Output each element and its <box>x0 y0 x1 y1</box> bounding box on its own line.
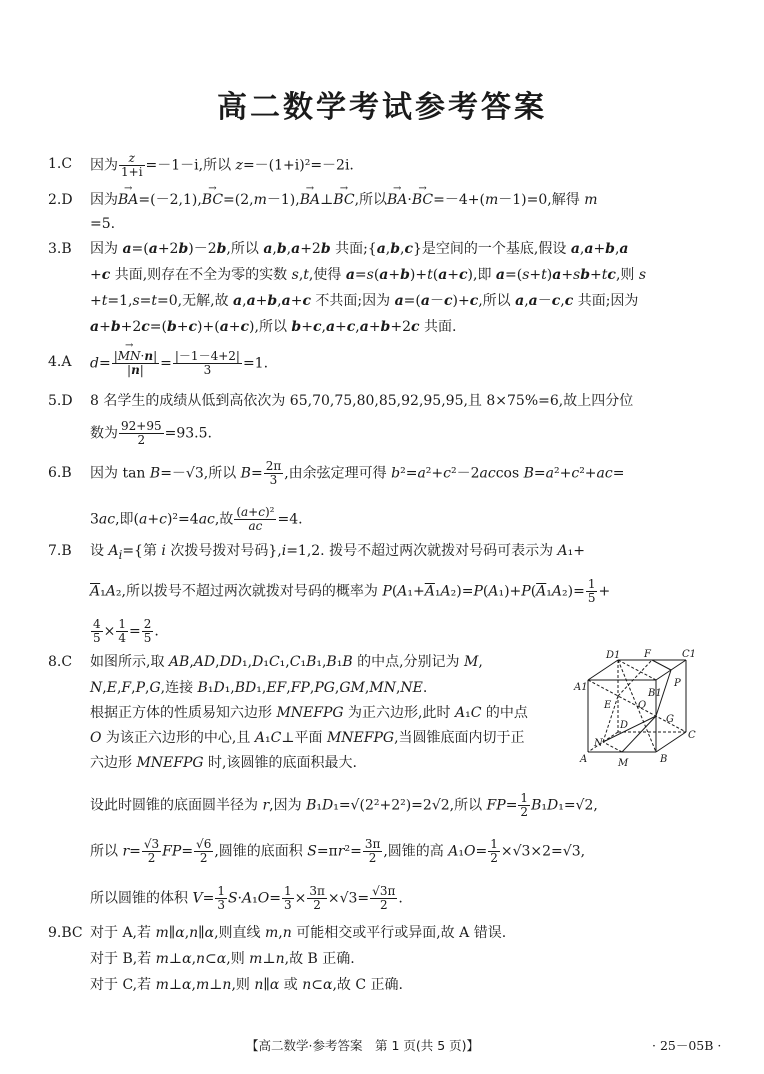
answer-8-line-1: 如图所示,取 AB,AD,DD₁,D₁C₁,C₁B₁,B₁B 的中点,分别记为 M, <box>90 654 483 670</box>
answer-7-line-3: $\frac{4}{5}$ × $\frac{1}{4}$ = $\frac{2}{5}$ . <box>93 617 159 645</box>
answer-8-line-4: O 为该正六边形的中心,且 A₁C⊥平面 MNEFPG,当圆锥底面内切于正 <box>90 730 525 746</box>
answer-1-number: 1.C <box>48 156 73 172</box>
label-D1: D1 <box>606 650 621 661</box>
answer-6-number: 6.B <box>48 465 72 481</box>
label-A: A <box>580 754 588 765</box>
answer-5-number: 5.D <box>48 393 73 409</box>
answer-3-number: 3.B <box>48 241 72 257</box>
answer-2-number: 2.D <box>48 192 73 208</box>
answer-5-line-1: 8 名学生的成绩从低到高依次为 65,70,75,80,85,92,95,95,且 8×75%=6,故上四分位 <box>90 393 634 409</box>
answer-1 <box>48 155 72 173</box>
label-B: B <box>660 754 668 765</box>
label-G: G <box>666 714 674 725</box>
page-title: 高二数学考试参考答案 <box>217 90 547 125</box>
label-N: N <box>594 738 603 749</box>
answer-7-line-1: 设 $A_i=${第 i 次拨号拨对号码},i=1,2. 拨号不超过两次就拨对号码可表示为 A₁+ <box>90 543 586 562</box>
label-D: D <box>620 720 629 731</box>
answer-2-line-2: =5. <box>90 216 116 232</box>
answer-8-number: 8.C <box>48 654 73 670</box>
label-B1: B1 <box>648 688 662 699</box>
label-M: M <box>618 758 629 769</box>
label-F: F <box>644 649 651 660</box>
answer-8-line-2: N,E,F,P,G,连接 B₁D₁,BD₁,EF,FP,PG,GM,MN,NE. <box>90 680 428 696</box>
answer-6-line-2: 3ac,即(a+c)²=4ac,故 $\frac{\text{(a+c)²}}{ac}$ =4. <box>90 505 303 533</box>
answer-9-line-2: 对于 B,若 m⊥α,n⊂α,则 m⊥n,故 B 正确. <box>90 951 355 967</box>
label-P: P <box>674 678 681 689</box>
answer-2-line-1: 因为→ BA=(－2,1),→ BC=(2,m－1),→ BA⊥→ BC,所以→ BA·→ BC=－4+(m－1)=0,解得 m <box>90 191 597 209</box>
answer-7-number: 7.B <box>48 543 72 559</box>
answer-3-line-2: +c 共面,则存在不全为零的实数 s,t,使得 a=s(a+b)+t(a+c),即 a=(s+t)a+sb+tc,则 s <box>90 267 647 283</box>
answer-3-line-1: 因为 a=(a+2b)－2b,所以 a,b,a+2b 共面;{a,b,c}是空间的一个基底,假设 a,a+b,a <box>90 241 629 257</box>
answer-3-line-3: +t=1,s=t=0,无解,故 a,a+b,a+c 不共面;因为 a=(a－c)+c,所以 a,a－c,c 共面;因为 <box>90 293 639 309</box>
answer-9-line-3: 对于 C,若 m⊥α,m⊥n,则 n∥α 或 n⊂α,故 C 正确. <box>90 977 403 993</box>
answer-8-line-8: 所以圆锥的体积 V= $\frac{1}{3}$ S·A₁O= $\frac{1}{3}$ × $\frac{3\pi}{2}$ ×√3= $\frac{√3\pi}{2}$ . <box>90 884 403 912</box>
answer-6-line-1: 因为 tan B=－√3,所以 B= $\frac{2\pi}{3}$ ,由余弦定理可得 b²=a²+c²－2accos B=a²+c²+ac= <box>90 459 625 487</box>
answer-8-line-3: 根据正方体的性质易知六边形 MNEFPG 为正六边形,此时 A₁C 的中点 <box>90 705 528 721</box>
answer-9-number: 9.BC <box>48 925 83 941</box>
label-A1: A1 <box>574 682 588 693</box>
answer-1-text: 因为 $\frac{z}{1+i}$ =－1－i,所以 z=－(1+i)²=－2i. <box>90 151 354 179</box>
answer-7-line-2: $\overline{A}_1A_2$,所以拨号不超过两次就拨对号码的概率为 $P(A_1+\overline{A}_1A_2)=P(A_1)+P(\overline{A}_1A_2)=$ $\frac{1}{5}$ + <box>90 577 611 605</box>
label-C1: C1 <box>682 649 697 660</box>
answer-8-line-5: 六边形 MNEFPG 时,该圆锥的底面积最大. <box>90 755 357 771</box>
answer-3-line-4: a+b+2c=(b+c)+(a+c),所以 b+c,a+c,a+b+2c 共面. <box>90 319 457 335</box>
answer-8-line-7: 所以 r= $\frac{√3}{2}$ FP= $\frac{√6}{2}$ ,圆锥的底面积 S=πr²= $\frac{3\pi}{2}$ ,圆锥的高 A₁O= $\frac{1}{2}$ ×√3×2=√3, <box>90 837 586 865</box>
cube-figure <box>572 646 702 772</box>
answer-4-number: 4.A <box>48 354 72 370</box>
answer-9-line-1: 对于 A,若 m∥α,n∥α,则直线 m,n 可能相交或平行或异面,故 A 错误. <box>90 925 507 941</box>
label-C: C <box>688 730 696 741</box>
footer-page-info: 【高二数学·参考答案 第 1 页(共 5 页)】 <box>246 1038 480 1053</box>
answer-5-line-2: 数为 $\frac{92+95}{2}$ =93.5. <box>90 419 212 447</box>
answer-4-text: d= $\frac{|\to MN\cdot n|}{|n|}$ = $\frac{|-1-4+2|}{3}$ =1. <box>90 350 268 377</box>
label-O: O <box>638 700 647 711</box>
answer-8-line-6: 设此时圆锥的底面圆半径为 r,因为 B₁D₁=√(2²+2²)=2√2,所以 FP= $\frac{1}{2}$ B₁D₁=√2, <box>90 791 598 819</box>
footer-code: · 25－05B · <box>652 1038 722 1053</box>
label-E: E <box>604 700 612 711</box>
